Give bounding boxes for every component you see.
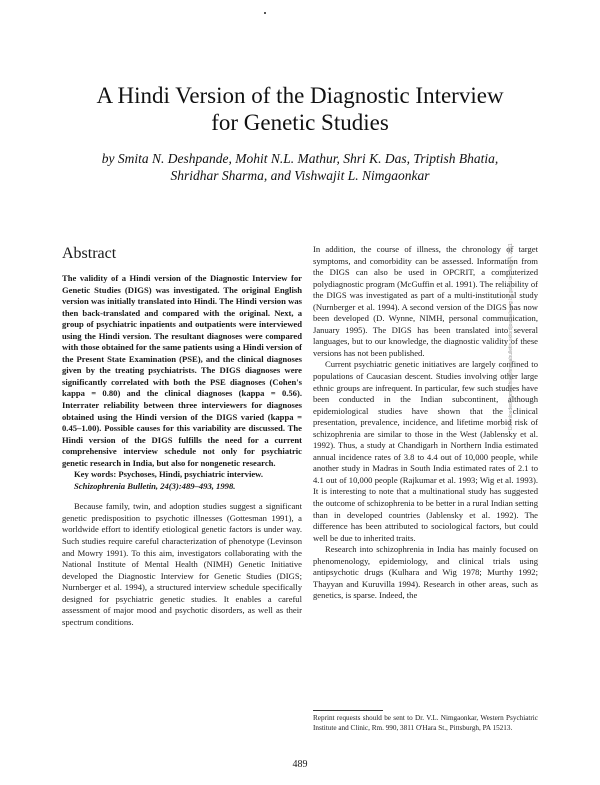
footnote-divider (313, 710, 383, 711)
body-paragraph: Because family, twin, and adoption studies suggest a significant genetic predisposition to psychotic illnesses (Gottesman 1991), a worldwide effort to identify etiological genetic factors is under way. Such studies require careful characterization of phenotype (Levinson and Mowry 1991). To this aim, investigators collaborating with the National Institute of Mental Health (NIMH) Genetic Initiative developed the Diagnostic Interview for Genetic Studies (DIGS; Nurnberger et al. 1994), a structured interview schedule specifically designed for psychiatric genetic studies. It enables a careful assessment of major mood and psychotic disorders, as well as their spectrum conditions. (62, 501, 302, 627)
article-title (40, 82, 560, 136)
citation: Schizophrenia Bulletin, 24(3):489–493, 1998. (74, 480, 236, 491)
title-line-1: A Hindi Version of the Diagnostic Interview (96, 83, 504, 108)
page-number: 489 (292, 759, 308, 770)
left-column (62, 244, 302, 628)
body-paragraph: Current psychiatric genetic initiatives are largely confined to populations of Caucasian descent. Studies involving other large ethnic groups are infrequent. In particular, few such studies have been conducted in the Indian subcontinent, although epidemiological studies have shown that the clinical presentation, prevalence, incidence, and lifetime morbid risk of schizophrenia are similar to those in the West (Jablensky et al. 1992). Thus, a study at Chandigarh in Northern India estimated annual incidence rates of 3.8 to 4.4 out of 10,000 people, while another study in Madras in South India estimated rates of 2.1 to 4.1 out of 10,000 people (Rajkumar et al. 1993; Wig et al. 1993). It is interesting to note that a multinational study has suggested the outcome of schizophrenia to be better in a rural Indian setting than in developed countries (Jablensky et al. 1992). The difference has been attributed to sociological factors, but could well be due to inherited traits. (313, 359, 538, 543)
keywords: Key words: Psychoses, Hindi, psychiatric interview. (74, 469, 264, 480)
right-column (313, 244, 538, 602)
author-list (40, 150, 560, 184)
authors-line-1: by Smita N. Deshpande, Mohit N.L. Mathur, Shri K. Das, Triptish Bhatia, (101, 151, 499, 166)
abstract-block (62, 273, 302, 469)
abstract-text: The validity of a Hindi version of the Diagnostic Interview for Genetic Studies (DIGS) was investigated. The original English version was initially translated into Hindi. The Hindi version was then back-translated and compared with the original. Next, a group of psychiatric inpatients and outpatients were interviewed using the Hindi version. The resultant diagnoses were compared with those obtained for the same patients using a Hindi version of the Present State Examination (PSE), and the clinical diagnoses given by the treating psychiatrists. The DIGS diagnoses were significantly correlated with both the PSE diagnoses (Cohen's kappa = 0.80) and the clinical diagnoses (kappa = 0.56). Interrater reliability between three interviewers for diagnoses obtained using the Hindi version of the DIGS varied (kappa = 0.45–1.00). Possible causes for this variability are discussed. The Hindi version of the DIGS fulfills the need for a current comprehensive interview schedule not only for psychiatric genetic research in India, but also for nongenetic research. (62, 273, 302, 468)
top-mark (264, 12, 266, 14)
abstract-heading: Abstract (62, 245, 117, 262)
title-line-2: for Genetic Studies (211, 110, 389, 135)
authors-line-2: Shridhar Sharma, and Vishwajit L. Nimgaonkar (170, 168, 430, 183)
footnote: Reprint requests should be sent to Dr. V.L. Nimgaonkar, Western Psychiatric Institute and Clinic, Rm. 990, 3811 O'Hara St., Pittsburgh, PA 15213. (313, 714, 538, 732)
body-paragraph: In addition, the course of illness, the chronology of target symptoms, and comorbidity can be assessed. Information from the DIGS can also be used in OPCRIT, a computerized polydiagnostic program (McGuffin et al. 1991). The reliability of the DIGS was investigated as part of a multi-institutional study (Nurnberger et al. 1994). A second version of the DIGS has now been developed (D. Wynne, NIMH, personal communication, January 1995). The DIGS has been translated into several languages, but to our knowledge, the diagnostic validity of these versions has not been published. (313, 244, 538, 358)
download-watermark: Downloaded from schizophreniabulletin.oxfordjournals.org by guest on July 14, 2011 (508, 243, 514, 430)
body-paragraph: Research into schizophrenia in India has mainly focused on phenomenology, epidemiology, and clinical trials using antipsychotic drugs (Kulhara and Wig 1978; Murthy 1992; Thayyan and Kuruvilla 1994). Research in other areas, such as genetics, is sparse. Indeed, the (313, 544, 538, 601)
